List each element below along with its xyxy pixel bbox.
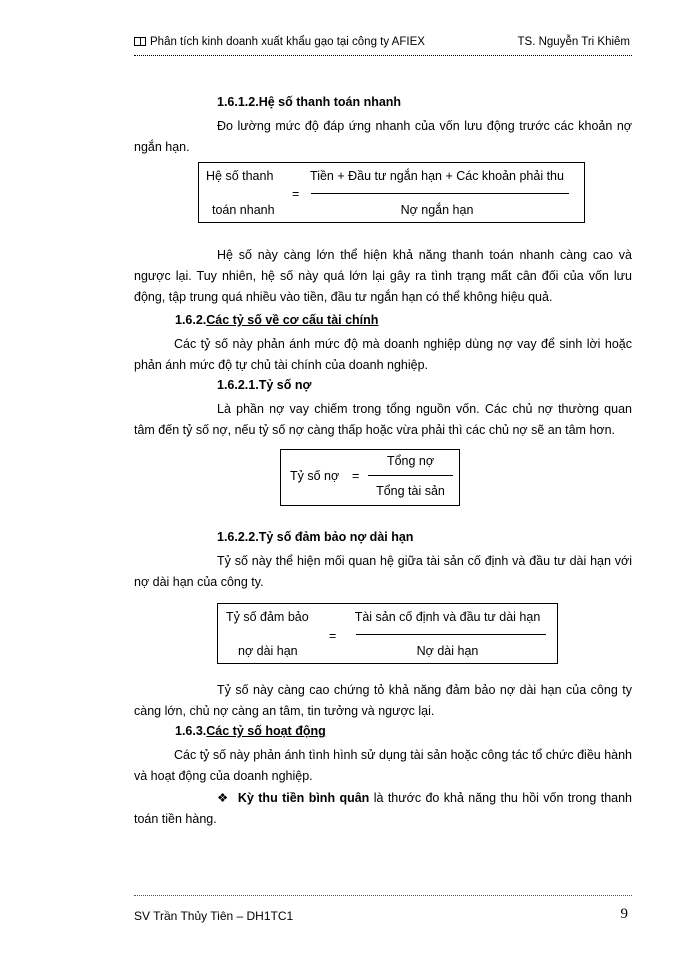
paragraph-1612-intro: Đo lường mức độ đáp ứng nhanh của vốn lưu động trước các khoản nợ ngắn hạn. [134,119,632,154]
paragraph-163-bullet [134,788,632,830]
formula-equals: = [292,187,300,201]
formula-equals: = [352,469,360,483]
formula-box-debt-ratio [280,449,460,506]
paragraph-1622-intro: Tỷ số này thể hiện mối quan hệ giữa tài sản cố định và đầu tư dài hạn với nợ dài hạn của công ty. [134,554,632,589]
section-heading-1621: 1.6.2.1.Tỷ số nợ [217,378,312,392]
footer-author: SV Trần Thủy Tiên – DH1TC1 [134,909,294,923]
formula-left-bottom: nợ dài hạn [238,644,298,658]
bullet-text: là thước đo khả năng thu hồi vốn trong thanh toán tiền hàng. [134,791,633,826]
book-icon [134,37,146,46]
paragraph-163-intro: Các tỷ số này phản ánh tình hình sử dụng tài sản hoặc công tác tổ chức điều hành và hoạt động của doanh nghiệp. [134,748,633,783]
running-header-author: TS. Nguyễn Tri Khiêm [517,36,630,48]
section-heading-1612: 1.6.1.2.Hệ số thanh toán nhanh [217,95,402,109]
footer-rule [134,895,632,896]
formula-left: Tỷ số nợ [290,469,340,483]
formula-left-top: Hệ số thanh [206,169,274,183]
formula-denominator: Nợ ngắn hạn [400,203,474,217]
paragraph-1622-note: Tỷ số này càng cao chứng tỏ khả năng đảm bảo nợ dài hạn của công ty càng lớn, chủ nợ càng an tâm, tin tưởng và ngược lại. [134,683,632,718]
formula-denominator: Nợ dài hạn [416,644,479,658]
formula-box-long-term-debt [217,603,558,664]
formula-equals: = [329,629,337,643]
paragraph-1621-intro: Là phần nợ vay chiếm trong tổng nguồn vốn. Các chủ nợ thường quan tâm đến tỷ số nợ, nếu tỷ số nợ càng thấp hoặc vừa phải thì các chủ nợ sẽ an tâm hơn. [134,402,632,437]
header-title-text: Phân tích kinh doanh xuất khẩu gạo tại công ty AFIEX [150,36,425,48]
formula-left-top: Tỷ số đảm bảo [226,610,309,624]
running-header-title [134,36,425,48]
formula-box-quick-ratio [198,162,585,223]
fraction-line [368,475,453,476]
formula-numerator: Tài sản cố định và đầu tư dài hạn [354,610,541,624]
paragraph-162-intro: Các tỷ số này phản ánh mức độ mà doanh nghiệp dùng nợ vay để sinh lời hoặc phản ánh mức độ tự chủ tài chính của doanh nghiệp. [134,337,632,372]
header-rule [134,55,632,56]
section-heading-1622: 1.6.2.2.Tỷ số đảm bảo nợ dài hạn [217,530,414,544]
paragraph-1612-note: Hệ số này càng lớn thể hiện khả năng thanh toán nhanh càng cao và ngược lại. Tuy nhiên, hệ số này quá lớn lại gây ra tình trạng mất cân đối của vốn lưu động, tập trung quá nhiều vào tiền, đầu tư ngắn hạn có thể không hiệu quả. [134,248,632,304]
formula-numerator: Tổng nợ [386,454,435,468]
page-number: 9 [620,906,628,922]
fraction-line [311,193,569,194]
formula-denominator: Tổng tài sản [376,484,445,498]
section-heading-163: 1.6.3.Các tỷ số hoạt động [175,724,326,738]
formula-numerator: Tiền + Đầu tư ngắn hạn + Các khoản phải thu [310,169,564,183]
fraction-line [356,634,546,635]
formula-left-bottom: toán nhanh [212,203,275,217]
section-heading-162: 1.6.2.Các tỷ số về cơ cấu tài chính [175,313,379,327]
bullet-term: Kỳ thu tiền bình quân [237,791,370,805]
diamond-bullet-icon: ❖ [217,791,230,805]
